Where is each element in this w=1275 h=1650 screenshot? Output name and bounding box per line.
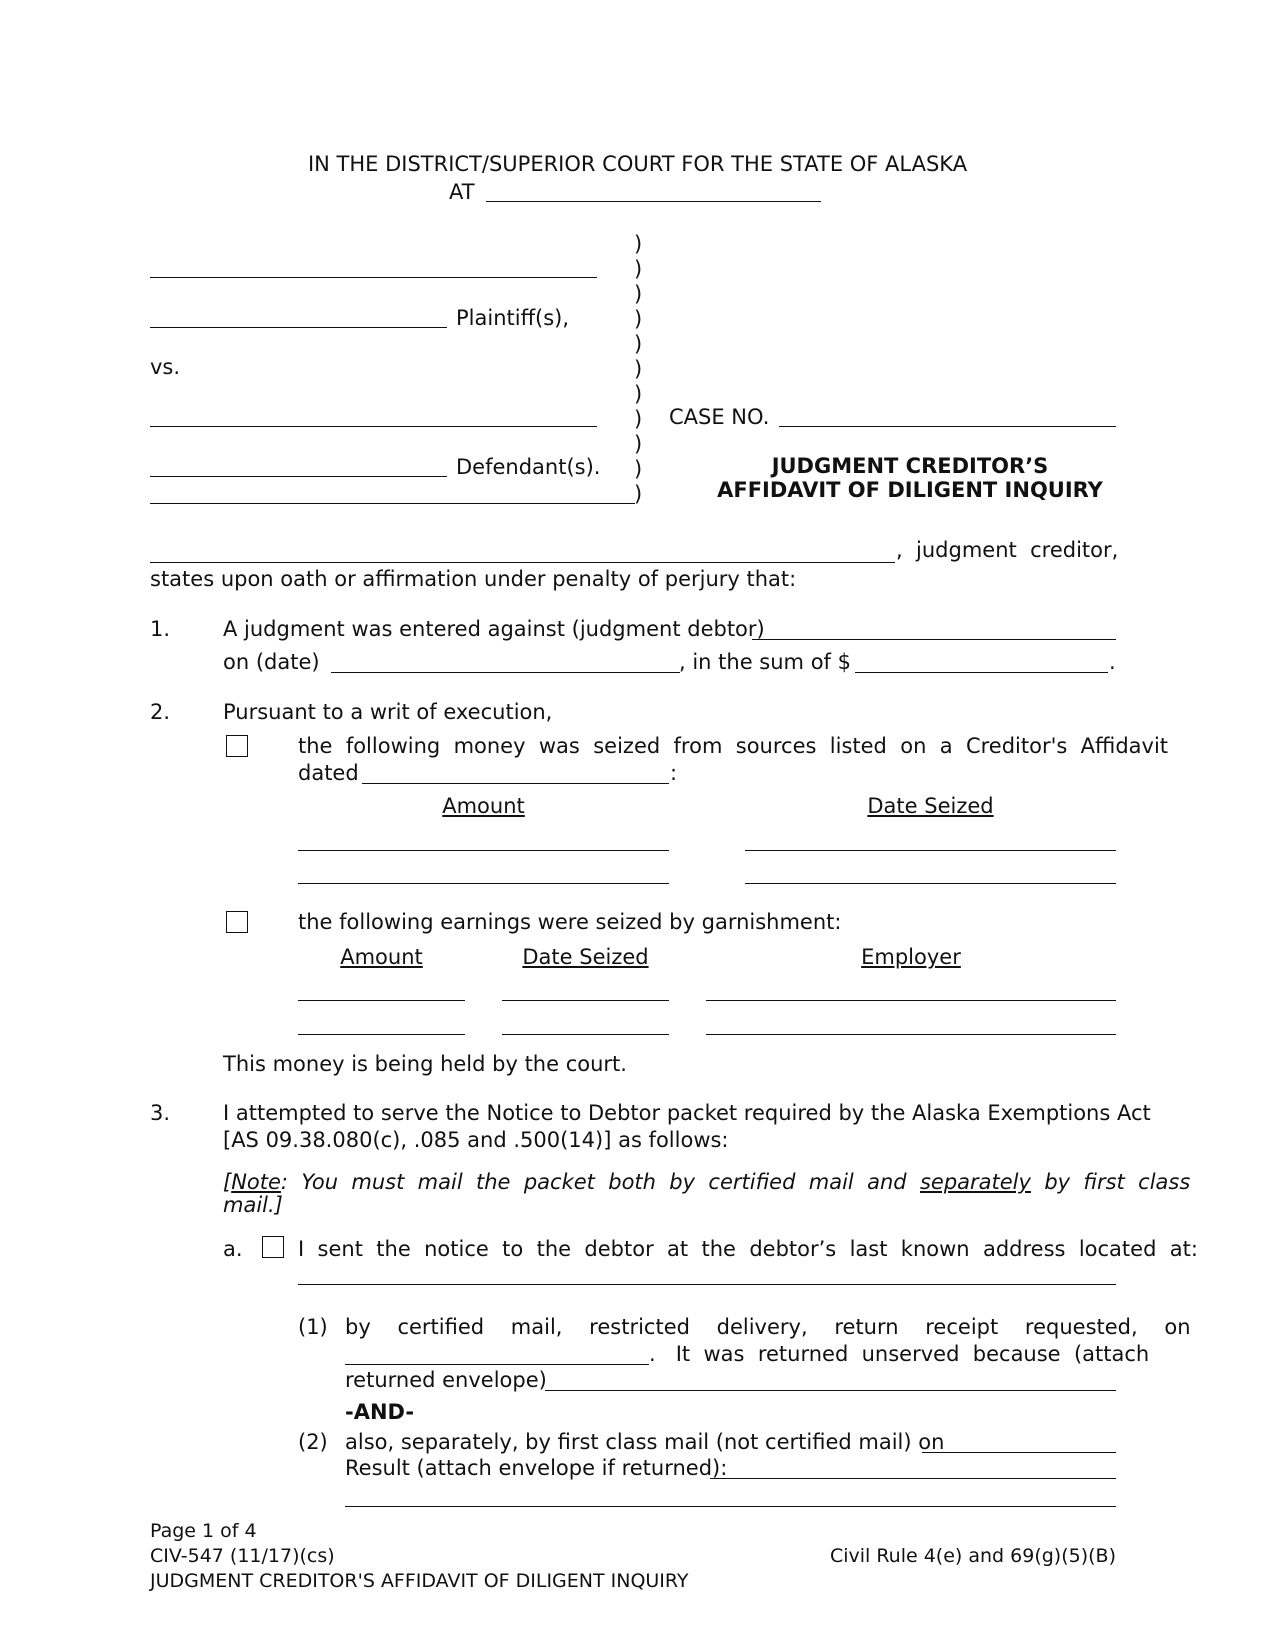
defendant-name-field-2[interactable] (150, 476, 447, 477)
amount-column-header: Amount (442, 794, 525, 818)
earnings-garnished-checkbox[interactable] (226, 911, 248, 933)
sub-2-number: (2) (298, 1430, 328, 1454)
dated-label: dated (298, 761, 359, 785)
form-title-line1: JUDGMENT CREDITOR’S (771, 454, 1049, 478)
item-2-number: 2. (150, 700, 171, 724)
money-seized-checkbox[interactable] (226, 735, 248, 757)
earnings-date-header: Date Seized (522, 945, 649, 969)
sub-1-line1: by certified mail, restricted delivery, return receipt requested, on (345, 1315, 1191, 1339)
case-no-label: CASE NO. (669, 405, 770, 429)
earnings-amount-field-2[interactable] (298, 1034, 465, 1035)
item-1-number: 1. (150, 617, 171, 641)
mail-result-field-2[interactable] (345, 1506, 1116, 1507)
money-seized-text: the following money was seized from sources listed on a Creditor's Affidavit (298, 734, 1169, 758)
mail-result-field-1[interactable] (710, 1478, 1116, 1479)
employer-field-1[interactable] (706, 1000, 1116, 1001)
earnings-garnished-text: the following earnings were seized by garnishment: (298, 910, 842, 934)
court-heading: IN THE DISTRICT/SUPERIOR COURT FOR THE STATE OF ALASKA (307, 152, 968, 176)
item-3-text-line2: [AS 09.38.080(c), .085 and .500(14)] as follows: (223, 1128, 729, 1152)
earnings-amount-field-1[interactable] (298, 1000, 465, 1001)
note-line1: [Note: You must mail the packet both by certified mail and separately by first class (223, 1170, 1191, 1194)
sum-label: , in the sum of $ (679, 650, 851, 674)
item-1-text: A judgment was entered against (judgment debtor) (223, 617, 765, 641)
debtor-address-field[interactable] (298, 1284, 1116, 1285)
oath-statement: states upon oath or affirmation under penalty of perjury that: (150, 567, 797, 591)
plaintiff-name-field-2[interactable] (150, 327, 447, 328)
defendant-name-field-3[interactable] (150, 503, 635, 504)
item-3-number: 3. (150, 1101, 171, 1125)
item-3a-label: a. (223, 1237, 243, 1261)
money-amount-field-1[interactable] (298, 850, 669, 851)
certified-mail-date-field[interactable] (345, 1364, 649, 1365)
plaintiff-label: Plaintiff(s), (456, 306, 570, 330)
creditor-affidavit-date-field[interactable] (362, 783, 669, 784)
earnings-amount-header: Amount (340, 945, 423, 969)
and-separator: -AND- (345, 1400, 415, 1424)
money-amount-field-2[interactable] (298, 883, 669, 884)
judgment-creditor-name-field[interactable] (150, 562, 895, 563)
sub-2-line1: also, separately, by first class mail (not certified mail) on (345, 1430, 945, 1454)
civil-rule-reference: Civil Rule 4(e) and 69(g)(5)(B) (829, 1545, 1116, 1567)
defendant-label: Defendant(s). (456, 455, 601, 479)
judgment-date-field[interactable] (331, 672, 680, 673)
plaintiff-name-field-1[interactable] (150, 277, 597, 278)
earnings-date-field-1[interactable] (502, 1000, 669, 1001)
judgment-creditor-label: , judgment creditor, (896, 538, 1119, 562)
court-location-field[interactable] (486, 201, 821, 202)
note-label: Note (231, 1170, 281, 1194)
defendant-name-field-1[interactable] (150, 426, 597, 427)
judgment-debtor-field[interactable] (752, 639, 1116, 640)
separately-emphasis: separately (919, 1170, 1031, 1194)
item-3a-text: I sent the notice to the debtor at the debtor’s last known address located at: (298, 1237, 1198, 1261)
date-seized-column-header: Date Seized (867, 794, 994, 818)
note-line2: mail.] (223, 1193, 283, 1217)
dated-colon: : (670, 761, 678, 785)
employer-field-2[interactable] (706, 1034, 1116, 1035)
form-number: CIV-547 (11/17)(cs) (150, 1545, 335, 1567)
money-date-field-1[interactable] (745, 850, 1116, 851)
sub-1-line3: returned envelope) (345, 1368, 547, 1392)
item-3-text-line1: I attempted to serve the Notice to Debtor packet required by the Alaska Exemptions Act (223, 1101, 1151, 1125)
first-class-mail-date-field[interactable] (922, 1452, 1116, 1453)
case-no-field[interactable] (779, 426, 1116, 427)
employer-header: Employer (861, 945, 961, 969)
unserved-reason-field[interactable] (545, 1390, 1116, 1391)
held-by-court-text: This money is being held by the court. (223, 1052, 627, 1076)
form-title-line2: AFFIDAVIT OF DILIGENT INQUIRY (717, 478, 1103, 502)
earnings-date-field-2[interactable] (502, 1034, 669, 1035)
on-date-label: on (date) (223, 650, 320, 674)
sub-1-line2: . It was returned unserved because (attach (649, 1342, 1150, 1366)
sub-2-line2: Result (attach envelope if returned): (345, 1456, 728, 1480)
at-label: AT (449, 180, 475, 204)
sub-1-number: (1) (298, 1315, 328, 1339)
vs-label: vs. (150, 355, 181, 379)
item-2-text: Pursuant to a writ of execution, (223, 700, 553, 724)
sum-period: . (1109, 650, 1116, 674)
money-date-field-2[interactable] (745, 883, 1116, 884)
mailed-notice-checkbox[interactable] (262, 1236, 284, 1258)
footer-title: JUDGMENT CREDITOR'S AFFIDAVIT OF DILIGENT INQUIRY (150, 1570, 689, 1592)
page-number: Page 1 of 4 (150, 1520, 257, 1542)
judgment-sum-field[interactable] (855, 672, 1108, 673)
